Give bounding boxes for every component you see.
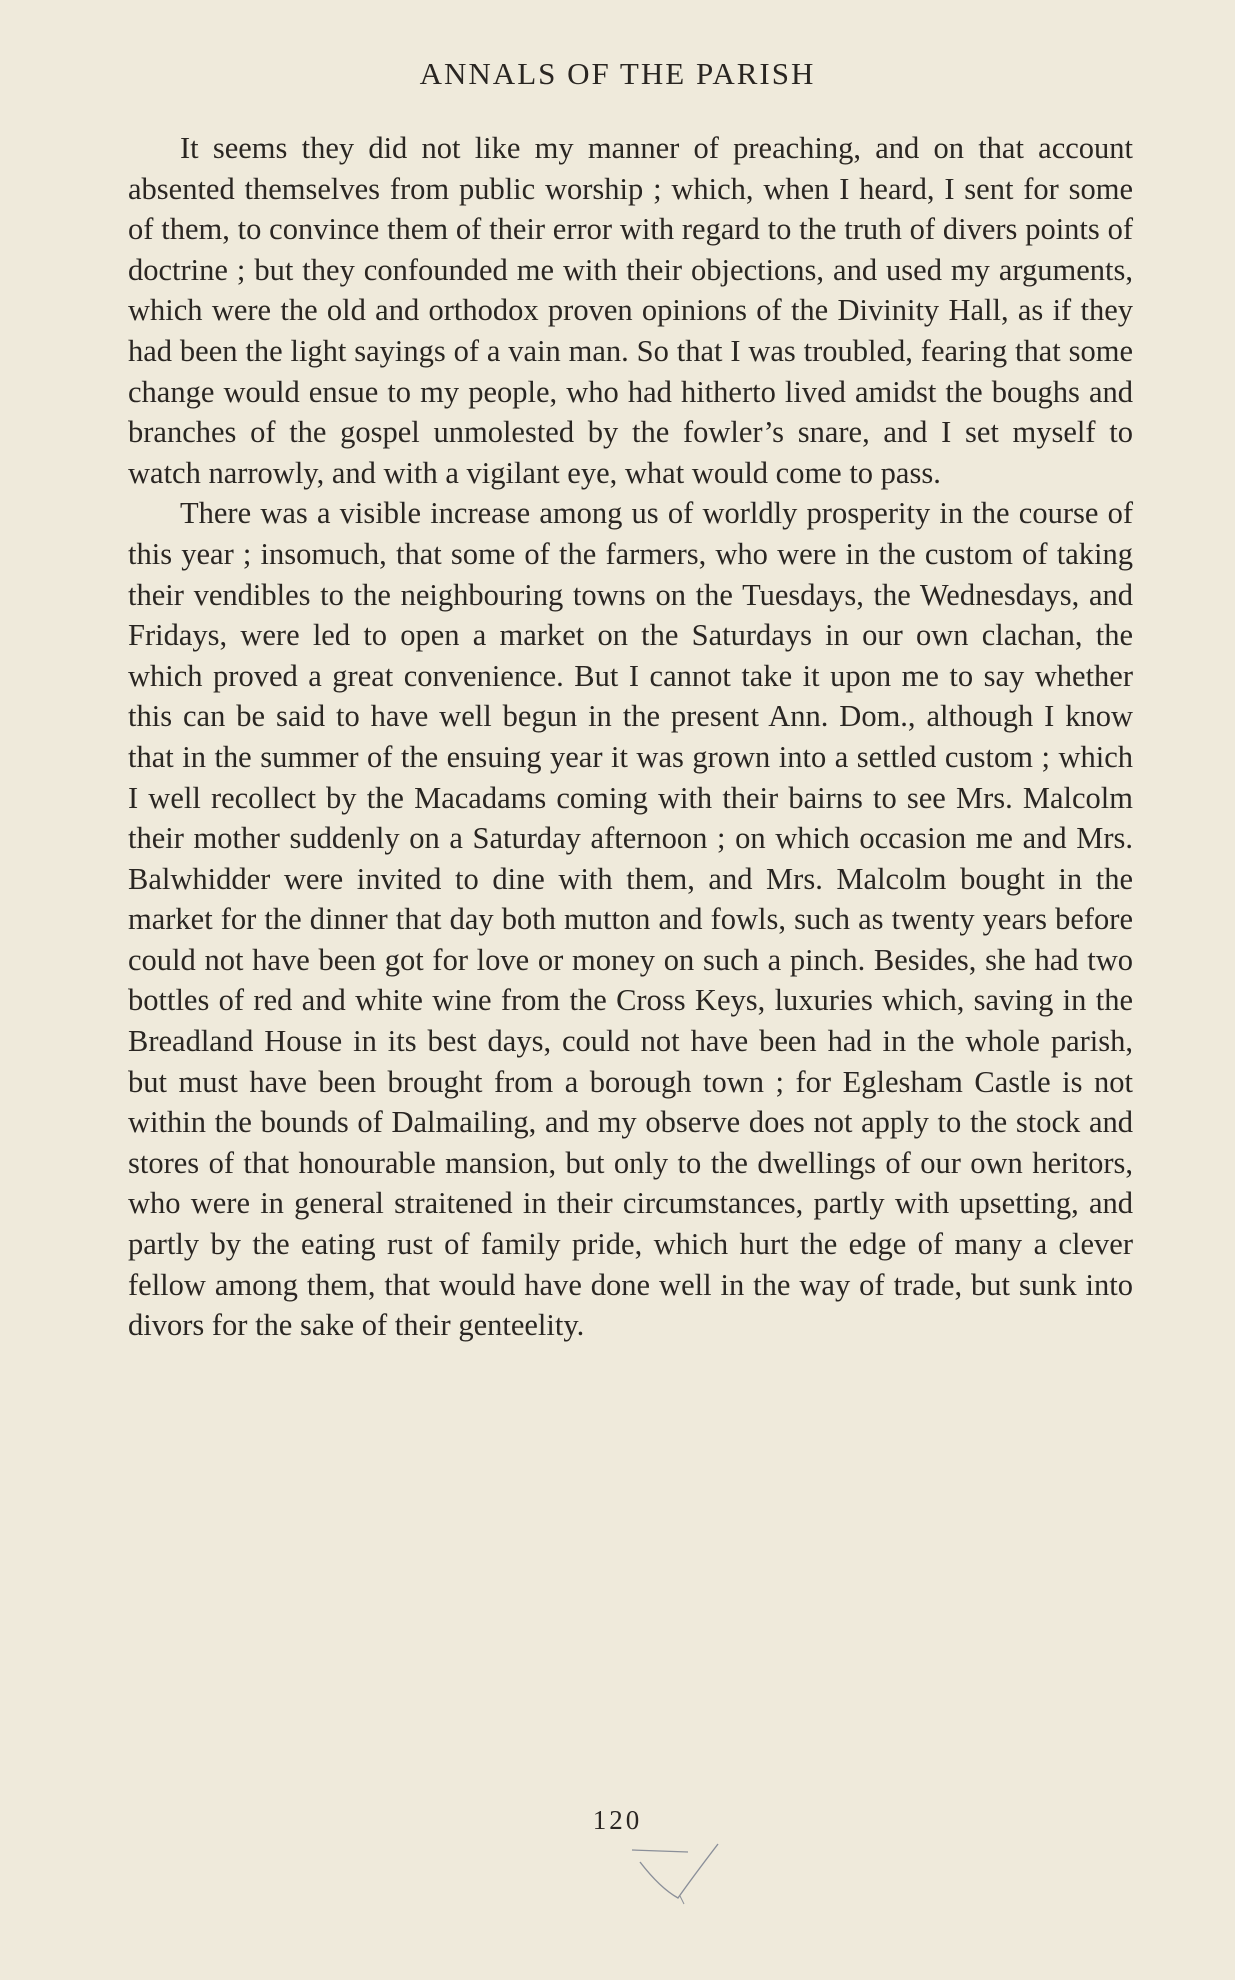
body-text: [128, 128, 1133, 1346]
paragraph-2: There was a visible increase among us of worldly prosperity in the course of this year ; insomuch, that some of the farmers, who were in the custom of taking their vendibles to the neighbouring towns on the Tuesdays, the Wednesdays, and Fridays, were led to open a market on the Saturdays in our own clachan, the which proved a great convenience. But I cannot take it upon me to say whether this can be said to have well begun in the present Ann. Dom., although I know that in the summer of the ensuing year it was grown into a settled custom ; which I well recollect by the Macadams coming with their bairns to see Mrs. Malcolm their mother suddenly on a Saturday afternoon ; on which occasion me and Mrs. Balwhidder were invited to dine with them, and Mrs. Malcolm bought in the market for the dinner that day both mutton and fowls, such as twenty years before could not have been got for love or money on such a pinch. Besides, she had two bottles of red and white wine from the Cross Keys, luxuries which, saving in the Breadland House in its best days, could not have been had in the whole parish, but must have been brought from a borough town ; for Eglesham Castle is not within the bounds of Dalmailing, and my observe does not apply to the stock and stores of that honourable mansion, but only to the dwellings of our own heritors, who were in general straitened in their circumstances, partly with upsetting, and partly by the eating rust of family pride, which hurt the edge of many a clever fellow among them, that would have done well in the way of trade, but sunk into divors for the sake of their genteelity.: [128, 496, 1133, 1343]
page-number: 120: [592, 1805, 643, 1835]
running-head: ANNALS OF THE PARISH: [419, 56, 816, 91]
pencil-check-mark-icon: [630, 1838, 750, 1908]
paragraph-1: It seems they did not like my manner of preaching, and on that account absented themselves from public worship ; which, when I heard, I sent for some of them, to convince them of their error with regard to the truth of divers points of doctrine ; but they confounded me with their objections, and used my arguments, which were the old and orthodox proven opinions of the Divinity Hall, as if they had been the light sayings of a vain man. So that I was troubled, fearing that some change would ensue to my people, who had hitherto lived amidst the boughs and branches of the gospel unmolested by the fowler’s snare, and I set myself to watch narrowly, and with a vigilant eye, what would come to pass.: [128, 131, 1133, 490]
